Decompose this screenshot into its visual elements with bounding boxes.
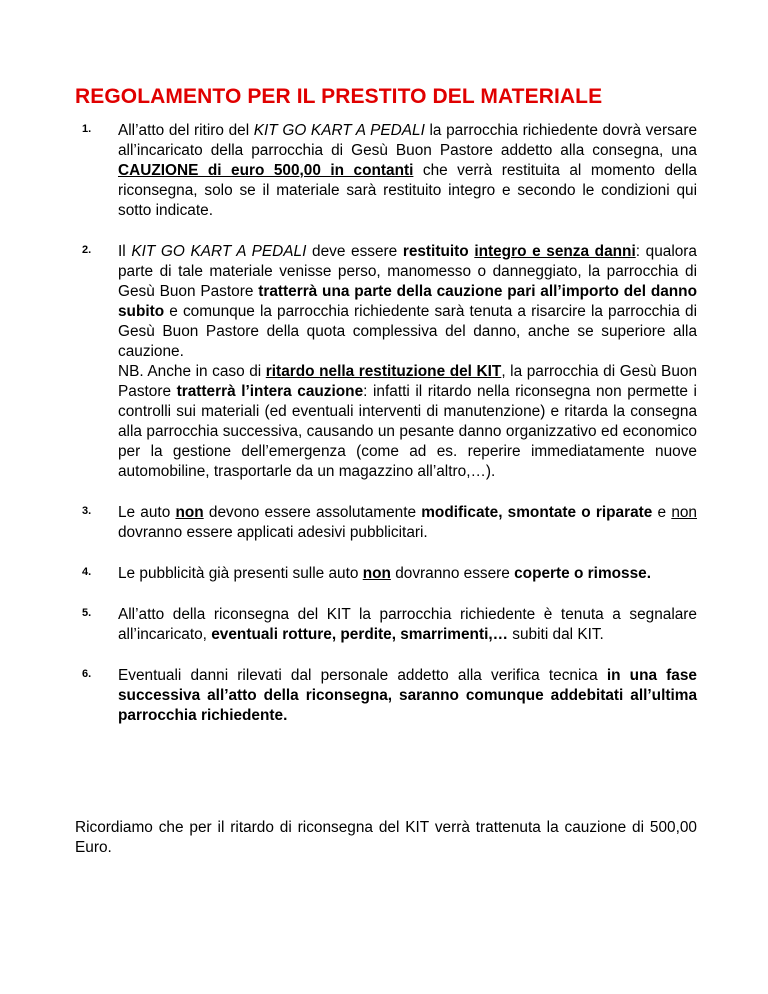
rule-text bbox=[118, 666, 697, 726]
text-run: Eventuali danni rilevati dal personale addetto alla verifica tecnica bbox=[118, 667, 607, 684]
rule-item-1 bbox=[75, 121, 697, 221]
text-run: dovranno essere applicati adesivi pubblicitari. bbox=[118, 524, 428, 541]
text-run: non bbox=[362, 565, 391, 582]
rule-text bbox=[118, 121, 697, 221]
rule-number: 1. bbox=[82, 123, 92, 135]
text-run: Le auto bbox=[118, 504, 176, 521]
text-run: : infatti il ritardo nella riconsegna non permette i controlli sui materiali (ed eventuali interventi di manutenzione) e ritarda la consegna alla parrocchia successiva, causando un pesante danno organizzativo ed economico per la gestione dell’emergenza (come ad es. reperire immediatamente nuove automobiline, trasportarle da un magazzino all’altro,…). bbox=[118, 383, 697, 480]
text-run: deve essere bbox=[306, 243, 403, 260]
text-run: la parrocchia richiedente dovrà versare all’incaricato della parrocchia di Gesù Buon Pastore addetto alla consegna, una bbox=[118, 122, 698, 159]
text-run: in una fase successiva all’atto della riconsegna, saranno comunque addebitati all’ultima parrocchia richiedente. bbox=[118, 667, 697, 724]
text-run: integro e senza danni bbox=[474, 243, 636, 260]
rule-item-4 bbox=[75, 564, 697, 584]
closing-note: Ricordiamo che per il ritardo di riconsegna del KIT verrà trattenuta la cauzione di 500,00 Euro. bbox=[75, 819, 697, 856]
text-run: tratterrà una parte della cauzione pari all’importo del danno subito bbox=[118, 283, 697, 320]
rule-item-3 bbox=[75, 503, 697, 543]
text-run: subiti dal KIT. bbox=[508, 626, 604, 643]
rule-text bbox=[118, 242, 697, 482]
rule-item-5 bbox=[75, 605, 697, 645]
page-title: REGOLAMENTO PER IL PRESTITO DEL MATERIALE bbox=[75, 85, 603, 108]
rule-item-6 bbox=[75, 666, 697, 726]
rule-number: 6. bbox=[82, 668, 92, 680]
text-run: NB. Anche in caso di bbox=[118, 363, 266, 380]
text-run: KIT GO KART A PEDALI bbox=[131, 243, 307, 260]
text-run: All’atto del ritiro del bbox=[118, 122, 254, 139]
text-run: : qualora parte di tale materiale venisse perso, manomesso o danneggiato, la parrocchia di Gesù Buon Pastore bbox=[118, 243, 697, 300]
text-run: modificate, smontate o riparate bbox=[421, 504, 653, 521]
text-run: non bbox=[175, 504, 204, 521]
rule-number: 2. bbox=[82, 244, 92, 256]
text-run: dovranno essere bbox=[390, 565, 515, 582]
text-run: e comunque la parrocchia richiedente sarà tenuta a risarcire la parrocchia di Gesù Buon Pastore della quota complessiva del danno, anche se superiore alla cauzione. bbox=[118, 303, 697, 360]
text-run: , la parrocchia di Gesù Buon Pastore bbox=[118, 363, 698, 400]
text-run: Il bbox=[118, 243, 132, 260]
text-run: CAUZIONE di euro 500,00 in contanti bbox=[118, 162, 414, 179]
text-run: eventuali rotture, perdite, smarrimenti,… bbox=[211, 626, 509, 643]
rule-text bbox=[118, 503, 697, 543]
text-run: coperte o rimosse. bbox=[514, 565, 651, 582]
text-run: ritardo nella restituzione del KIT bbox=[265, 363, 502, 380]
text-run: tratterrà l’intera cauzione bbox=[176, 383, 364, 400]
text-run: restituito bbox=[402, 243, 469, 260]
rule-item-2 bbox=[75, 242, 697, 482]
text-run: non bbox=[671, 504, 697, 521]
text-run: e bbox=[652, 504, 672, 521]
text-run: che verrà restituita al momento della riconsegna, solo se il materiale sarà restituito integro e secondo le condizioni qui sotto indicate. bbox=[118, 162, 697, 219]
rule-text bbox=[118, 564, 697, 584]
rule-number: 3. bbox=[82, 505, 92, 517]
text-run: KIT GO KART A PEDALI bbox=[253, 122, 425, 139]
rule-number: 5. bbox=[82, 607, 92, 619]
text-run: All’atto della riconsegna del KIT la parrocchia richiedente è tenuta a segnalare all’incaricato, bbox=[118, 606, 697, 643]
text-run: Le pubblicità già presenti sulle auto bbox=[118, 565, 363, 582]
rule-number: 4. bbox=[82, 566, 92, 578]
text-run: devono essere assolutamente bbox=[203, 504, 422, 521]
rules-list bbox=[75, 121, 697, 747]
rule-text bbox=[118, 605, 697, 645]
